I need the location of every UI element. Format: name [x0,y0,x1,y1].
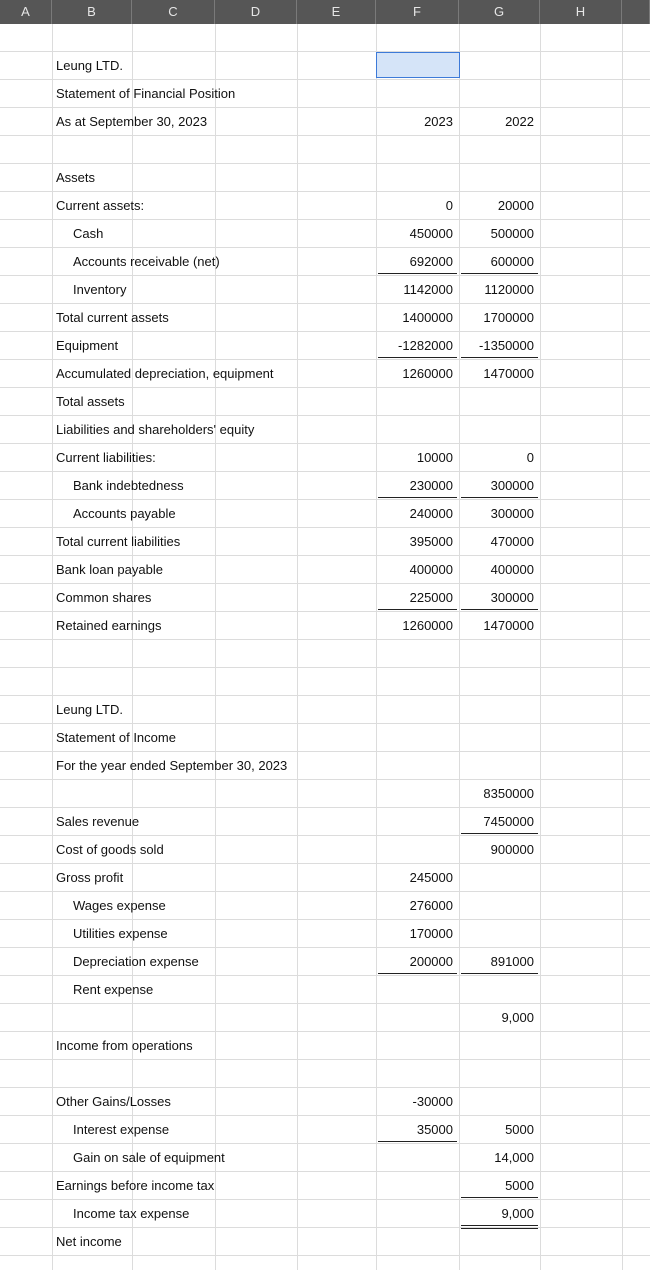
row-gridline [0,975,650,976]
cell-value-g: 1470000 [483,618,534,633]
cell-value-f: 1260000 [402,618,453,633]
cell-underline [378,609,457,610]
cell-label: Cost of goods sold [56,842,164,857]
row-gridline [0,247,650,248]
row-gridline [0,219,650,220]
row-gridline [0,891,650,892]
cell-label: Interest expense [73,1122,170,1137]
cell-value-f: 2023 [424,114,453,129]
row-gridline [0,303,650,304]
cell-label: Total current assets [56,310,169,325]
cell-underline [378,973,457,974]
row-gridline [0,667,650,668]
cell-label: As at September 30, 2023 [56,114,208,129]
cell-value-f: 450000 [409,226,453,241]
cell-value-f: 395000 [409,534,453,549]
cell-value-g: 470000 [490,534,534,549]
cell-value-g: 1120000 [484,282,534,297]
cell-label: Gross profit [56,870,124,885]
row-gridline [0,1003,650,1004]
row-gridline [0,919,650,920]
row-gridline [0,1171,650,1172]
cell-label: Total current liabilities [56,534,181,549]
cell-value-g: 300000 [490,590,534,605]
cell-value-f: 200000 [409,954,453,969]
cell-value-f: 225000 [409,590,453,605]
row-gridline [0,107,650,108]
row-gridline [0,331,650,332]
row-gridline [0,611,650,612]
cell-value-g: 5000 [505,1178,534,1193]
cell-label: Bank loan payable [56,562,163,577]
cell-value-g: 5000 [505,1122,534,1137]
cell-value-f: 245000 [409,870,453,885]
cell-value-f: 276000 [409,898,453,913]
cell-value-f: 0 [445,198,453,213]
column-header-h[interactable]: H [540,0,622,24]
cell-underline [461,973,538,974]
cell-label: Accumulated depreciation, equipment [56,366,274,381]
cell-label: Sales revenue [56,814,140,829]
column-header-a[interactable]: A [0,0,52,24]
cell-label: Utilities expense [73,926,168,941]
cell-underline [461,497,538,498]
cell-label: Depreciation expense [73,954,199,969]
cell-label: Net income [56,1234,122,1249]
cell-value-g: 500000 [490,226,534,241]
cell-value-g: 2022 [505,114,534,129]
cell-value-g: 14,000 [494,1150,534,1165]
cell-underline [461,1225,538,1226]
cell-value-g: 20000 [497,198,534,213]
cell-value-g: 891000 [490,954,534,969]
row-gridline [0,359,650,360]
row-gridline [0,779,650,780]
row-gridline [0,443,650,444]
cell-label: Equipment [56,338,119,353]
cell-value-f: 1142000 [403,282,453,297]
cell-label: Wages expense [73,898,166,913]
row-gridline [0,1031,650,1032]
cell-label: Statement of Financial Position [56,86,236,101]
selected-cell-f2[interactable] [376,52,460,78]
cell-value-f: 1400000 [402,310,453,325]
cell-label: Cash [73,226,104,241]
cell-label: Income from operations [56,1038,193,1053]
column-gridline [215,24,216,1270]
cell-label: Gain on sale of equipment [73,1150,225,1165]
cell-underline [378,1141,457,1142]
cell-label: Retained earnings [56,618,162,633]
row-gridline [0,695,650,696]
cell-label: Current assets: [56,198,145,213]
column-header-e[interactable]: E [297,0,376,24]
column-header-f[interactable]: F [376,0,459,24]
cell-value-f: 10000 [416,450,453,465]
row-gridline [0,191,650,192]
row-gridline [0,583,650,584]
cell-label: Assets [56,170,96,185]
column-gridline [297,24,298,1270]
cell-value-f: 1260000 [402,366,453,381]
cell-label: Earnings before income tax [56,1178,215,1193]
cell-value-g: 9,000 [501,1010,534,1025]
row-gridline [0,415,650,416]
cell-label: Leung LTD. [56,58,123,73]
cell-value-g: 8350000 [483,786,534,801]
cell-underline [378,497,457,498]
row-gridline [0,163,650,164]
cell-underline [461,609,538,610]
cell-underline [461,357,538,358]
row-gridline [0,1059,650,1060]
row-gridline [0,499,650,500]
cell-underline [378,357,457,358]
cell-label: Liabilities and shareholders' equity [56,422,255,437]
cell-value-g: 1700000 [483,310,534,325]
cell-value-g: 0 [526,450,534,465]
cell-label: Bank indebtedness [73,478,184,493]
row-gridline [0,835,650,836]
row-gridline [0,135,650,136]
cell-value-f: 240000 [409,506,453,521]
row-gridline [0,751,650,752]
cell-value-f: 692000 [409,254,453,269]
column-gridline [459,24,460,1270]
row-gridline [0,275,650,276]
row-gridline [0,1143,650,1144]
cell-underline [378,273,457,274]
cell-underline [461,1197,538,1198]
row-gridline [0,1255,650,1256]
cell-value-g: 7450000 [483,814,534,829]
cell-value-g: 600000 [490,254,534,269]
cell-underline [461,833,538,834]
cell-label: Rent expense [73,982,154,997]
cell-value-f: -1282000 [398,338,453,353]
cell-value-g: 300000 [490,478,534,493]
row-gridline [0,555,650,556]
cell-label: Leung LTD. [56,702,123,717]
row-gridline [0,1227,650,1228]
cell-label: Accounts receivable (net) [73,254,220,269]
row-gridline [0,527,650,528]
column-gridline [376,24,377,1270]
row-gridline [0,1087,650,1088]
cell-label: Current liabilities: [56,450,156,465]
cell-label: Accounts payable [73,506,176,521]
cell-value-g: 9,000 [501,1206,534,1221]
cell-value-g: 300000 [490,506,534,521]
cell-value-f: 35000 [416,1122,453,1137]
column-gridline [622,24,623,1270]
cell-value-g: 1470000 [483,366,534,381]
cell-value-g: 400000 [490,562,534,577]
row-gridline [0,387,650,388]
column-header-b[interactable]: B [52,0,132,24]
column-gridline [540,24,541,1270]
cell-label: Common shares [56,590,152,605]
cell-underline [461,273,538,274]
cell-value-g: -1350000 [479,338,534,353]
column-header-filler [622,0,650,24]
row-gridline [0,471,650,472]
row-gridline [0,1115,650,1116]
row-gridline [0,639,650,640]
cell-label: Inventory [73,282,127,297]
cell-label: Income tax expense [73,1206,190,1221]
column-gridline [52,24,53,1270]
cell-value-f: 170000 [409,926,453,941]
row-gridline [0,723,650,724]
cell-value-f: 230000 [409,478,453,493]
cell-label: For the year ended September 30, 2023 [56,758,288,773]
row-gridline [0,79,650,80]
cell-underline [461,1228,538,1229]
row-gridline [0,807,650,808]
cell-label: Other Gains/Losses [56,1094,171,1109]
column-header-g[interactable]: G [459,0,540,24]
cell-value-f: 400000 [409,562,453,577]
cell-value-f: -30000 [412,1094,453,1109]
column-header-c[interactable]: C [132,0,215,24]
row-gridline [0,51,650,52]
column-header-d[interactable]: D [215,0,297,24]
row-gridline [0,863,650,864]
cell-label: Statement of Income [56,730,176,745]
cell-value-g: 900000 [490,842,534,857]
row-gridline [0,1199,650,1200]
cell-label: Total assets [56,394,125,409]
row-gridline [0,947,650,948]
